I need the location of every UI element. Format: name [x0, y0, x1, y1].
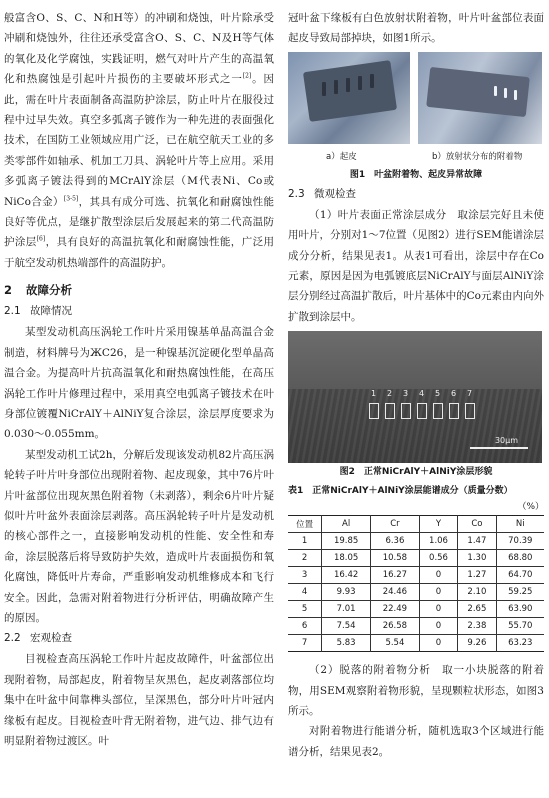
- deposit-mark: [494, 86, 497, 96]
- table-cell: 2.38: [458, 618, 496, 635]
- table-cell: 63.23: [496, 635, 544, 652]
- table-cell: 63.90: [496, 601, 544, 618]
- figure-1-subcaptions: [288, 144, 544, 166]
- intro-text-1: 般富含O、S、C、N和H等）的冲刷和烧蚀，叶片除承受冲刷和烧蚀外，往往还承受富含O、S、C、N及H等气体的氧化及化学腐蚀，实践证明，燃气对叶片产生的高温氧化和热腐蚀是引起叶片损伤的主要破坏形式之一: [4, 12, 274, 86]
- sem-point-label: 1: [371, 389, 377, 399]
- blade-slot: [322, 82, 326, 96]
- table-row: [288, 567, 544, 584]
- sem-point-marker: [465, 403, 475, 419]
- composition-table: [288, 515, 544, 652]
- subsection-number: 2.1: [4, 305, 21, 318]
- intro-text-2: 。因此，需在叶片表面制备高温防护涂层，防止叶片在服役过程中过早失效。真空多弧离子镀作为一种先进的表面强化技术，在国防工业领域应用广泛，已在航空航天工业的多类零部件如轴承、机加工刀具、涡轮叶片等上应用。采用多弧离子镀法得到的MCrAlY涂层（M代表Ni、Co或NiCo合金）: [4, 73, 275, 208]
- table-cell: 10.58: [371, 550, 420, 567]
- sem-point-marker: [385, 403, 395, 419]
- sem-image: [288, 331, 542, 463]
- table-cell: 5.83: [322, 635, 371, 652]
- radial-deposit-photo: [418, 52, 542, 144]
- sem-point-marker: [417, 403, 427, 419]
- sem-point-label: 7: [467, 389, 473, 399]
- sem-point-label: 3: [403, 389, 409, 399]
- table-cell: 0: [419, 618, 457, 635]
- table-cell: 0: [419, 601, 457, 618]
- table-cell: 22.49: [371, 601, 420, 618]
- sem-point-marker: [401, 403, 411, 419]
- table-cell: 0: [419, 584, 457, 601]
- section-title: 故障分析: [26, 283, 72, 298]
- table-cell: 0: [419, 635, 457, 652]
- sem-point-label: 5: [435, 389, 441, 399]
- table-cell: 0: [419, 567, 457, 584]
- table-cell: 6: [288, 618, 322, 635]
- table-cell: 1.47: [458, 533, 496, 550]
- deposit-mark: [504, 88, 507, 98]
- table-cell: 0.56: [419, 550, 457, 567]
- subsection-number: 2.2: [4, 632, 21, 645]
- sem-point-marker: [369, 403, 379, 419]
- scale-bar: [470, 447, 528, 449]
- table-row: [288, 635, 544, 652]
- table-cell: 3: [288, 567, 322, 584]
- table-header-cell: Al: [322, 516, 371, 533]
- blade-slot: [370, 74, 374, 88]
- table-1-caption: 表1 正常NiCrAlY＋AlNiY涂层能谱成分（质量分数）: [288, 486, 513, 497]
- right-column: [288, 8, 544, 762]
- peeling-blade-photo: [288, 52, 410, 144]
- continued-paragraph: 冠叶盆下缘板有白色放射状附着物，叶片叶盆部位表面起皮导致局部掉块，如图1所示。: [288, 12, 544, 45]
- table-row: [288, 550, 544, 567]
- table-cell: 16.27: [371, 567, 420, 584]
- figure-1-caption: 图1 叶盆附着物、起皮异常故障: [349, 169, 483, 180]
- table-cell: 2: [288, 550, 322, 567]
- section-number: 2: [4, 283, 13, 298]
- failure-paragraph-2: 某型发动机工试2h，分解后发现该发动机82片高压涡轮转子叶片叶身部位出现附着物、起皮现象，其中76片叶片叶盆部位出现灰黑色附着物（未剥落），剩余6片叶片疑似叶片叶盆外表面涂层剥落。高压涡轮转子叶片是发动机的核心部件之一，直接影响发动机的性能、安全性和寿命，涂层脱落后将导致防护失效，造成叶片表面损伤和氧化腐蚀，降低叶片寿命，严重影响发动机维修成本和飞行安全。因此，急需对附着物进行分析评估，明确故障产生的原因。: [4, 448, 274, 624]
- table-cell: 68.80: [496, 550, 544, 567]
- table-cell: 64.70: [496, 567, 544, 584]
- table-header-cell: Cr: [371, 516, 420, 533]
- table-header-cell: Y: [419, 516, 457, 533]
- table-cell: 7.01: [322, 601, 371, 618]
- citation-ref: [3-5]: [63, 195, 79, 203]
- table-cell: 1.27: [458, 567, 496, 584]
- table-row: [288, 601, 544, 618]
- table-cell: 59.25: [496, 584, 544, 601]
- failure-paragraph-1: 某型发动机高压涡轮工作叶片采用镍基单晶高温合金制造，材料牌号为ЖС26，是一种镍基沉淀硬化型单晶高温合金。为提高叶片抗高温氧化和耐热腐蚀性能，在高压涡轮工作叶片修理过程中，采用真空电弧离子镀技术在叶身部位镀覆NiCrAlY＋AlNiY复合涂层，涂层厚度要求为0.030～0.055mm。: [4, 326, 274, 441]
- sem-point-marker: [433, 403, 443, 419]
- subsection-title: 故障情况: [30, 305, 72, 318]
- deposit-mark: [514, 90, 517, 100]
- table-cell: 70.39: [496, 533, 544, 550]
- detached-deposit-paragraph: （2）脱落的附着物分析 取一小块脱落的附着物，用SEM观察附着物形貌，呈现颗粒状形态，如图3所示。: [288, 664, 544, 718]
- citation-ref: [2]: [242, 72, 252, 80]
- blade-shape: [303, 60, 397, 122]
- table-cell: 26.58: [371, 618, 420, 635]
- table-cell: 4: [288, 584, 322, 601]
- table-cell: 5.54: [371, 635, 420, 652]
- blade-slot: [334, 80, 338, 94]
- subsection-heading-2-2: [4, 628, 274, 649]
- table-header-row: [288, 516, 544, 533]
- table-row: [288, 584, 544, 601]
- table-cell: 18.05: [322, 550, 371, 567]
- coating-layer: [288, 331, 542, 389]
- table-cell: 1.06: [419, 533, 457, 550]
- figure-2-caption: 图2 正常NiCrAlY＋AlNiY涂层形貌: [339, 467, 493, 478]
- table-row: [288, 533, 544, 550]
- sem-point-label: 4: [419, 389, 425, 399]
- table-cell: 2.10: [458, 584, 496, 601]
- subsection-heading-2-1: [4, 301, 274, 322]
- subcaption-b: b）放射状分布的附着物: [432, 151, 523, 162]
- blade-slot: [358, 76, 362, 90]
- subsection-heading-2-3: [288, 184, 544, 205]
- figure-1-photos: [288, 52, 544, 144]
- table-cell: 9.26: [458, 635, 496, 652]
- sem-point-label: 6: [451, 389, 457, 399]
- table-cell: 1.30: [458, 550, 496, 567]
- subcaption-a: a）起皮: [326, 151, 357, 162]
- section-heading-2: [4, 279, 274, 301]
- table-cell: 9.93: [322, 584, 371, 601]
- table-cell: 19.85: [322, 533, 371, 550]
- intro-text-4: ，具有良好的高温抗氧化和耐腐蚀性能，广泛用于航空发动机热端部件的高温防护。: [4, 236, 274, 269]
- macro-inspection-paragraph: 目视检查高压涡轮工作叶片起皮故障件，叶盆部位出现附着物，局部起皮，附着物呈灰黑色，起皮剥落部位均集中在叶盆中间靠榫头部位，呈深黑色，部分叶片叶冠内缘板有起皮。目视检查叶背无附着物，进气边、排气边有明显附着物过渡区。叶: [4, 653, 274, 747]
- micro-inspection-paragraph: （1）叶片表面正常涂层成分 取涂层完好且未使用叶片，分别对1～7位置（见图2）进行SEM能谱涂层成分分析，结果见表1。从表1可看出，涂层中存在Co元素，原因是因为电弧镀底层NiCrAlY与面层AlNiY涂层分别经过高温扩散后，叶片基体中的Co元素由内向外扩散到涂层中。: [288, 208, 544, 323]
- subsection-title: 宏观检查: [30, 632, 72, 645]
- blade-slot: [346, 78, 350, 92]
- table-cell: 2.65: [458, 601, 496, 618]
- energy-spectrum-paragraph: 对附着物进行能谱分析，随机选取3个区域进行能谱分析，结果见表2。: [288, 725, 544, 758]
- intro-text-3: ，其具有成分可选、抗氧化和耐腐蚀性能良好等优点，是继扩散型涂层后发展起来的第二代高温防护涂层: [4, 195, 274, 249]
- table-row: [288, 618, 544, 635]
- sem-point-label: 2: [387, 389, 393, 399]
- table-cell: 24.46: [371, 584, 420, 601]
- table-header-cell: Co: [458, 516, 496, 533]
- subsection-title: 微观检查: [314, 187, 356, 200]
- table-cell: 1: [288, 533, 322, 550]
- table-1-unit: （%）: [517, 502, 544, 513]
- table-cell: 6.36: [371, 533, 420, 550]
- left-column: [4, 8, 274, 751]
- table-cell: 7.54: [322, 618, 371, 635]
- table-cell: 16.42: [322, 567, 371, 584]
- sem-point-marker: [449, 403, 459, 419]
- subsection-number: 2.3: [288, 187, 305, 200]
- scale-bar-label: 30μm: [494, 436, 518, 446]
- table-cell: 5: [288, 601, 322, 618]
- table-header-cell: Ni: [496, 516, 544, 533]
- table-cell: 55.70: [496, 618, 544, 635]
- citation-ref: [6]: [36, 235, 46, 243]
- intro-paragraph: [4, 8, 274, 273]
- table-cell: 7: [288, 635, 322, 652]
- table-header-cell: 位置: [288, 516, 322, 533]
